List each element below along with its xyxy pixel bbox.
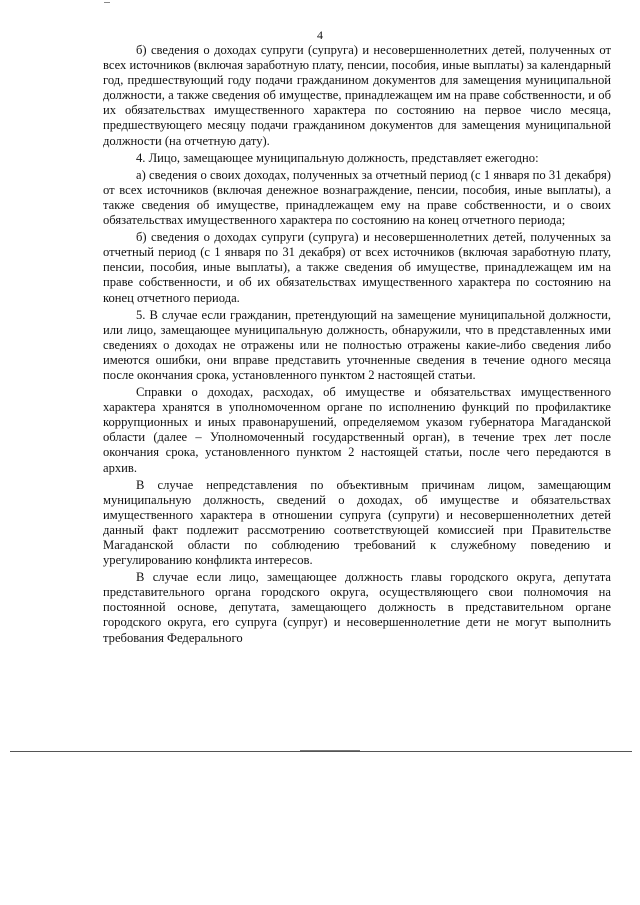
paragraph-item-5-corrections: 5. В случае если гражданин, претендующий на замещение муниципальной должности, или лицо, замещающее муниципальную должность, обнаружили, что в представленных ими сведениях о доходах не отражены или не полностью отражены какие-либо сведения либо имеются ошибки, они вправе представить уточненные сведения в течение одного месяца после окончания срока, установленного пунктом 2 настоящей статьи. [103,307,611,382]
page-bottom-rule [10,751,632,752]
scan-corner-mark [104,2,110,3]
paragraph-head-of-district: В случае если лицо, замещающее должность главы городского округа, депутата представительного органа городского округа, осуществляющего свои полномочия на постоянной основе, депутата, замещающего должность в представительном органе городского округа, его супруга (супруг) и несовершеннолетние дети не могут выполнить требования Федерального [103,570,611,645]
page-number: 4 [317,28,323,42]
paragraph-own-income: а) сведения о своих доходах, полученных за отчетный период (с 1 января по 31 декабря) от всех источников (включая денежное вознаграждение, пенсии, пособия, иные выплаты), а также сведения об имуществе, принадлежащем ему на праве собственности, и о своих обязательствах имущественного характера по состоянию на конец отчетного периода; [103,167,611,228]
document-body [103,43,611,648]
paragraph-non-submission: В случае непредставления по объективным причинам лицом, замещающим муниципальную должность, сведений о доходах, об имуществе и обязательствах имущественного характера в отношении супруга (супруги) и несовершеннолетних детей данный факт подлежит рассмотрению соответствующей комиссией при Правительстве Магаданской области по соблюдению требований к служебному поведению и урегулированию конфликта интересов. [103,477,611,568]
paragraph-spouse-income-annual: б) сведения о доходах супруги (супруга) и несовершеннолетних детей, полученных за отчетный период (с 1 января по 31 декабря) от всех источников (включая заработную плату, пенсии, пособия, иные выплаты), а также сведения об имуществе, принадлежащем им на праве собственности, и об их обязательствах имущественного характера по состоянию на конец отчетного периода. [103,230,611,305]
paragraph-storage-of-certificates: Справки о доходах, расходах, об имуществе и обязательствах имущественного характера хранятся в уполномоченном органе по исполнению функций по профилактике коррупционных и иных правонарушений, определяемом указом губернатора Магаданской области (далее – Уполномоченный государственный орган), в течение трех лет после окончания срока, установленного пунктом 2 настоящей статьи, после чего передаются в архив. [103,385,611,475]
paragraph-spouse-income-candidate: б) сведения о доходах супруги (супруга) и несовершеннолетних детей, полученных от всех источников (включая заработную плату, пенсии, пособия, иные выплаты) за календарный год, предшествующий году подачи гражданином документов для замещения муниципальной должности, а также сведения об имуществе, принадлежащем им на праве собственности, и об их обязательствах имущественного характера по состоянию на первое число месяца, предшествующего месяцу подачи гражданином документов для замещения муниципальной должности (на отчетную дату). [103,43,611,148]
page-bottom-rule-segment [300,750,360,751]
paragraph-item-4-annual-report: 4. Лицо, замещающее муниципальную должность, представляет ежегодно: [136,150,539,165]
